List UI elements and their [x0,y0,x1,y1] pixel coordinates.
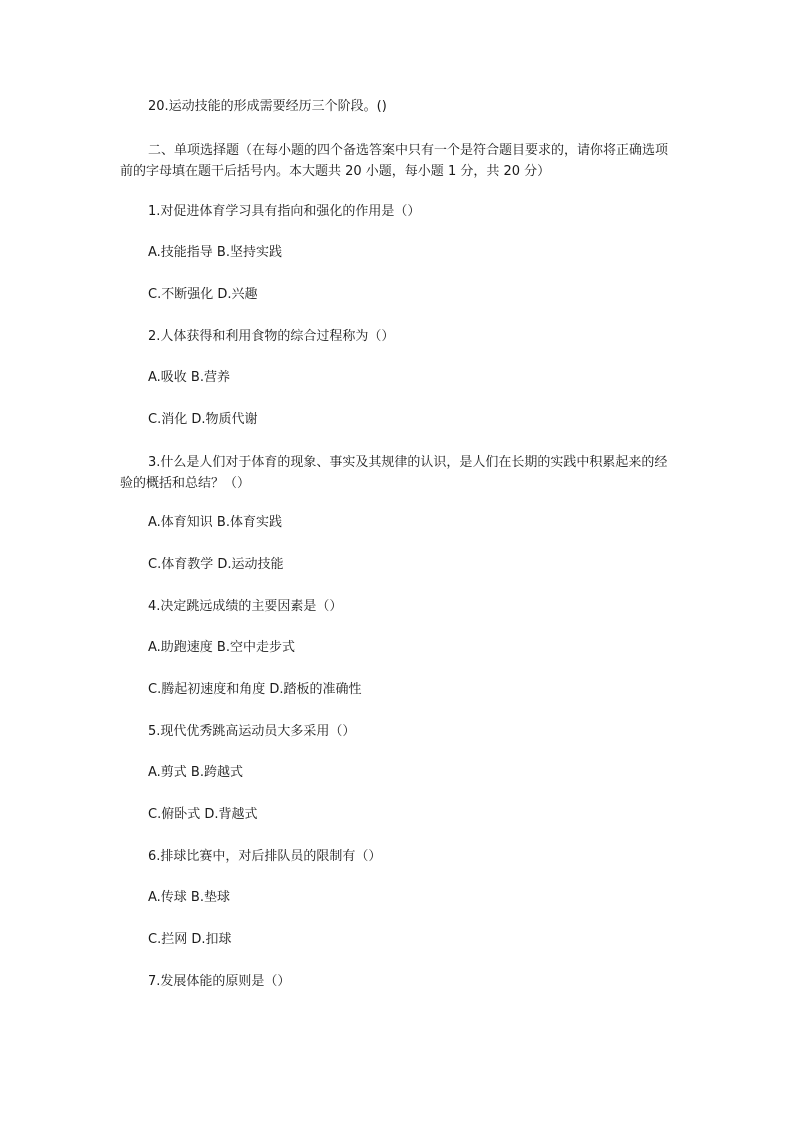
question-4-stem: 4.决定跳远成绩的主要因素是（） [148,599,343,614]
question-3-stem: 3.什么是人们对于体育的现象、事实及其规律的认识，是人们在长期的实践中积累起来的经验的概括和总结？（） [120,455,668,491]
question-7-stem: 7.发展体能的原则是（） [148,974,291,989]
question-6-options-ab: A.传球 B.垫球 [148,890,230,905]
question-1-options-cd: C.不断强化 D.兴趣 [148,287,258,302]
question-2-options-cd: C.消化 D.物质代谢 [148,412,258,427]
question-1-options-ab: A.技能指导 B.坚持实践 [148,245,282,260]
question-6-stem: 6.排球比赛中，对后排队员的限制有（） [148,849,382,864]
section-heading: 二、单项选择题（在每小题的四个备选答案中只有一个是符合题目要求的，请你将正确选项前的字母填在题干后括号内。本大题共 20 小题，每小题 1 分，共 20 分） [120,143,669,179]
question-2-options-ab: A.吸收 B.营养 [148,370,230,385]
question-5-stem: 5.现代优秀跳高运动员大多采用（） [148,724,356,739]
question-6-options-cd: C.拦网 D.扣球 [148,932,232,947]
question-1-stem: 1.对促进体育学习具有指向和强化的作用是（） [148,204,421,219]
question-5-options-cd: C.俯卧式 D.背越式 [148,807,258,822]
question-3-options-ab: A.体育知识 B.体育实践 [148,515,282,530]
question-3-options-cd: C.体育教学 D.运动技能 [148,557,284,572]
question-4-options-ab: A.助跑速度 B.空中走步式 [148,640,295,655]
question-4-options-cd: C.腾起初速度和角度 D.踏板的准确性 [148,682,362,697]
question-2-stem: 2.人体获得和利用食物的综合过程称为（） [148,329,395,344]
question-20-text: 20.运动技能的形成需要经历三个阶段。() [148,99,387,114]
question-5-options-ab: A.剪式 B.跨越式 [148,765,243,780]
